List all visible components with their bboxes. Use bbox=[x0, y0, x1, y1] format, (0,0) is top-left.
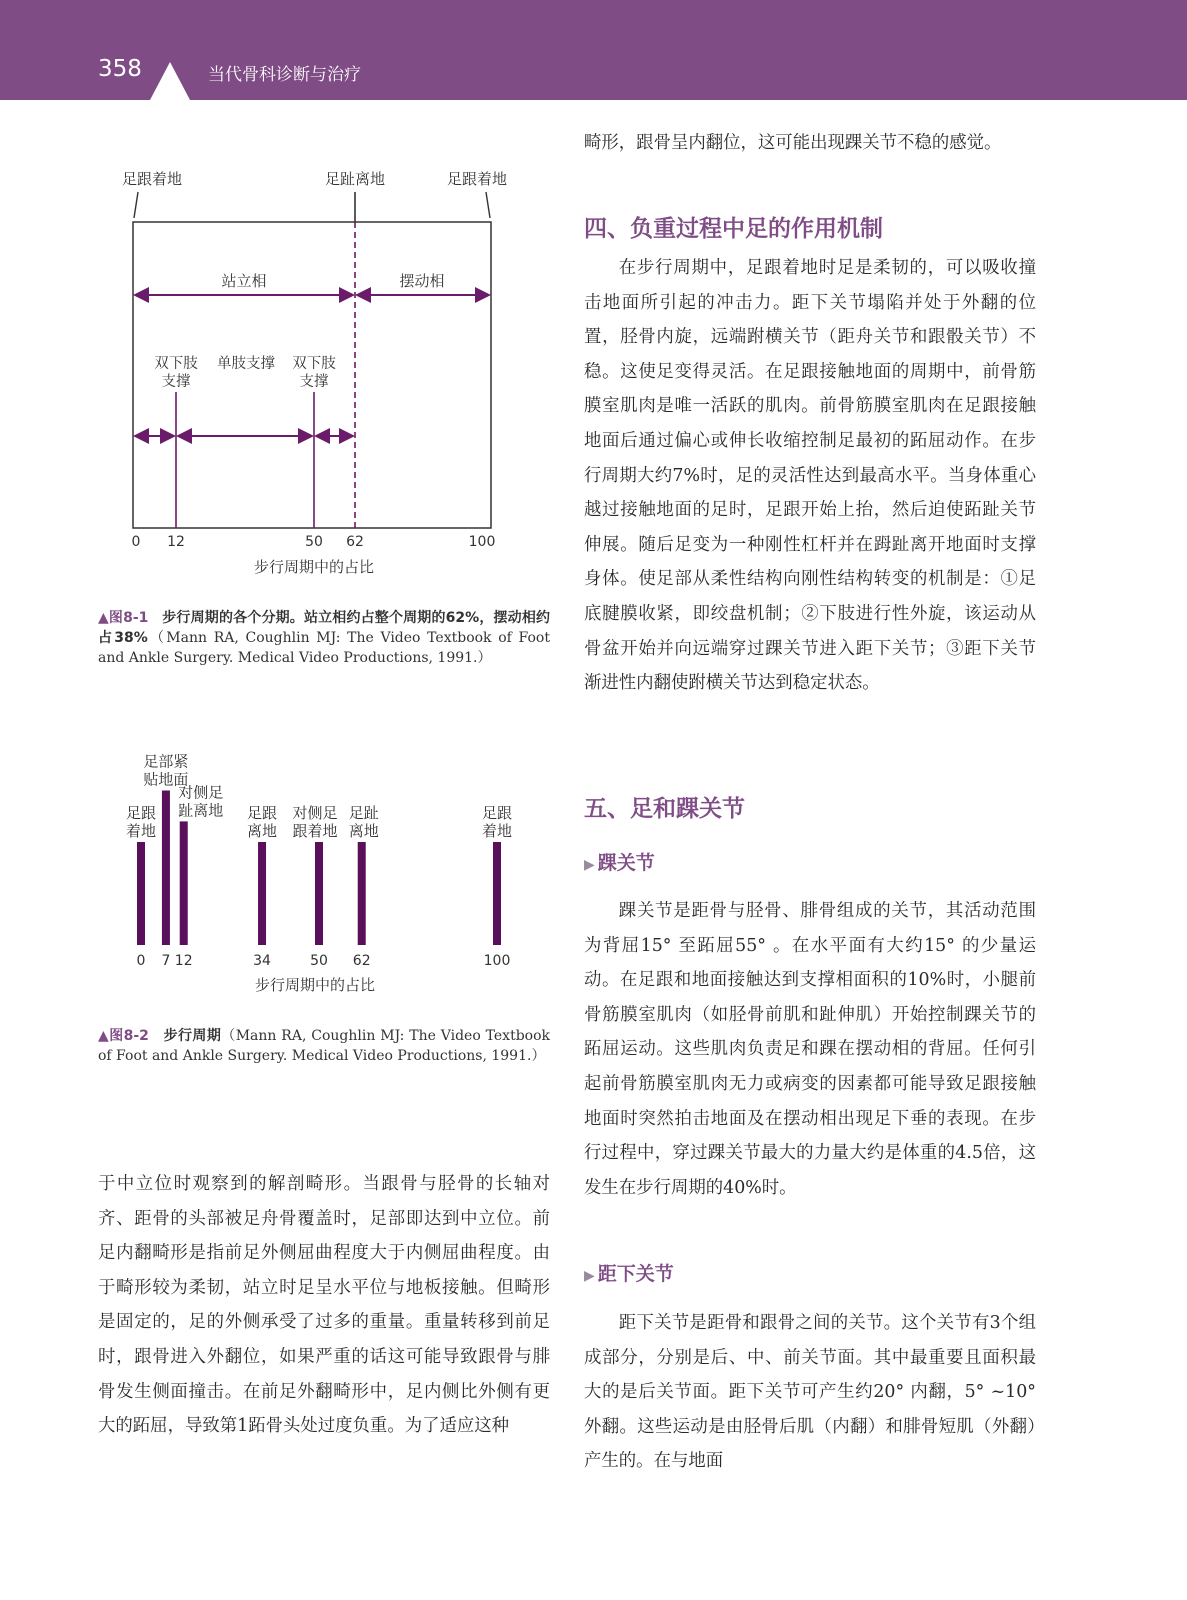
stance-phase-label: 站立相 bbox=[221, 272, 267, 290]
fig2-xlabel: 步行周期中的占比 bbox=[254, 976, 376, 994]
subheading-ankle bbox=[584, 848, 655, 875]
double-support-label-2: 双下肢支撑 bbox=[292, 356, 336, 390]
subtalar-paragraph: 距下关节是距骨和跟骨之间的关节。这个关节有3个组成部分，分别是后、中、前关节面。其中最重要且面积最大的是后关节面。距下关节可产生约20° 内翻，5° ~10° 外翻。这些运动是由胫骨后肌（内翻）和腓骨短肌（外翻）产生的。在与地面 bbox=[584, 1313, 1036, 1472]
caption-source: （Mann RA, Coughlin MJ: The Video Textbook of Foot and Ankle Surgery. Medical Video Productions, 1991.） bbox=[98, 630, 550, 666]
tick-50: 50 bbox=[305, 534, 323, 550]
caption-label: ▲图8-2 bbox=[98, 1028, 149, 1044]
tick-label-12: 12 bbox=[174, 953, 193, 969]
gait-cycle-bar-chart bbox=[100, 750, 550, 1020]
bar-100 bbox=[493, 842, 501, 945]
bar-50 bbox=[315, 842, 323, 945]
subheading-ankle-text: 踝关节 bbox=[597, 852, 655, 874]
single-support-label: 单肢支撑 bbox=[217, 356, 275, 372]
swing-phase-label: 摆动相 bbox=[399, 272, 445, 290]
event-label-0: 足跟着地 bbox=[125, 804, 157, 840]
tick-0: 0 bbox=[131, 534, 141, 550]
label-heel-strike-2: 足跟着地 bbox=[446, 170, 508, 188]
caption-title: 步行周期的各个分期。站立相约占整个周期的62%，摆动相约占38% bbox=[98, 610, 550, 646]
bar-12 bbox=[180, 821, 188, 945]
event-label-100: 足跟着地 bbox=[481, 804, 513, 840]
tick-label-100: 100 bbox=[483, 953, 511, 969]
bar-62 bbox=[358, 842, 366, 945]
section-heading-4: 四、负重过程中足的作用机制 bbox=[584, 216, 883, 242]
fig1-xlabel: 步行周期中的占比 bbox=[253, 558, 375, 576]
section-4-paragraph: 在步行周期中，足跟着地时足是柔韧的，可以吸收撞击地面所引起的冲击力。距下关节塌陷并处于外翻的位置，胫骨内旋，远端跗横关节（距舟关节和跟骰关节）不稳。这使足变得灵活。在足跟接触地面的周期中，前骨筋膜室肌肉是唯一活跃的肌肉。前骨筋膜室肌肉在足跟接触地面后通过偏心或伸长收缩控制足最初的跖屈动作。在步行周期大约7%时，足的灵活性达到最高水平。当身体重心越过接触地面的足时，足跟开始上抬，然后迫使跖趾关节伸展。随后足变为一种刚性杠杆并在𧿹趾离开地面时支撑身体。使足部从柔性结构向刚性结构转变的机制是：①足底腱膜收紧，即绞盘机制；②下肢进行性外旋，该运动从骨盆开始并向远端穿过踝关节进入距下关节；③距下关节渐进性内翻使跗横关节达到稳定状态。 bbox=[584, 258, 1036, 694]
event-label-50: 对侧足跟着地 bbox=[292, 804, 338, 840]
tick-100: 100 bbox=[468, 534, 496, 550]
tick-label-7: 7 bbox=[161, 953, 171, 969]
caption-label: ▲图8-1 bbox=[98, 610, 149, 626]
gait-phase-diagram bbox=[100, 160, 550, 600]
right-para-continued: 畸形，跟骨呈内翻位，这可能出现踝关节不稳的感觉。 bbox=[584, 133, 1002, 153]
figure-8-1-caption bbox=[98, 608, 550, 668]
label-heel-strike-1: 足跟着地 bbox=[121, 170, 183, 188]
label-toe-off: 足趾离地 bbox=[324, 170, 386, 188]
page-number: 358 bbox=[98, 56, 142, 82]
event-label-34: 足跟离地 bbox=[247, 804, 278, 840]
figure-8-1 bbox=[100, 160, 550, 604]
caption-source: （Mann RA, Coughlin MJ: The Video Textbook of Foot and Ankle Surgery. Medical Video Productions, 1991.） bbox=[98, 1028, 551, 1064]
bar-0 bbox=[137, 842, 145, 945]
event-label-62: 足趾离地 bbox=[348, 804, 379, 840]
subheading-subtalar bbox=[584, 1259, 674, 1286]
figure-8-2-caption bbox=[98, 1026, 550, 1066]
ankle-paragraph: 踝关节是距骨与胫骨、腓骨组成的关节，其活动范围为背屈15° 至跖屈55° 。在水平面有大约15° 的少量运动。在足跟和地面接触达到支撑相面积的10%时，小腿前骨筋膜室肌肉（如胫骨前肌和趾伸肌）开始控制踝关节的跖屈运动。这些肌肉负责足和踝在摆动相的背屈。任何引起前骨筋膜室肌肉无力或病变的因素都可能导致足跟接触地面时突然拍击地面及在摆动相出现足下垂的表现。在步行过程中，穿过踝关节最大的力量大约是体重的4.5倍，这发生在步行周期的40%时。 bbox=[584, 901, 1036, 1198]
bar-7 bbox=[162, 791, 170, 946]
tick-label-0: 0 bbox=[136, 953, 146, 969]
caption-title: 步行周期 bbox=[163, 1028, 222, 1044]
book-title: 当代骨科诊断与治疗 bbox=[208, 65, 361, 85]
left-body-paragraph: 于中立位时观察到的解剖畸形。当跟骨与胫骨的长轴对齐、距骨的头部被足舟骨覆盖时，足部即达到中立位。前足内翻畸形是指前足外侧屈曲程度大于内侧屈曲程度。由于畸形较为柔韧，站立时足呈水平位与地板接触。但畸形是固定的，足的外侧承受了过多的重量。重量转移到前足时，跟骨进入外翻位，如果严重的话这可能导致跟骨与腓骨发生侧面撞击。在前足外翻畸形中，足内侧比外侧有更大的跖屈，导致第1跖骨头处过度负重。为了适应这种 bbox=[98, 1174, 550, 1437]
tick-label-62: 62 bbox=[352, 953, 371, 969]
tick-62: 62 bbox=[346, 534, 364, 550]
tick-label-50: 50 bbox=[310, 953, 328, 969]
page-header bbox=[0, 0, 1187, 100]
double-support-label-1: 双下肢支撑 bbox=[154, 356, 198, 390]
header-triangle-icon bbox=[150, 62, 190, 100]
section-heading-5: 五、足和踝关节 bbox=[584, 796, 745, 822]
figure-8-2 bbox=[100, 750, 550, 1024]
event-label-7: 足部紧贴地面 bbox=[143, 752, 189, 789]
subheading-subtalar-text: 距下关节 bbox=[597, 1263, 674, 1285]
subheading-triangle-icon: ▶ bbox=[584, 857, 595, 873]
bar-34 bbox=[258, 842, 266, 945]
tick-12: 12 bbox=[167, 534, 185, 550]
subheading-triangle-icon: ▶ bbox=[584, 1268, 595, 1284]
tick-label-34: 34 bbox=[253, 953, 271, 969]
event-label-12: 对侧足趾离地 bbox=[178, 783, 224, 820]
